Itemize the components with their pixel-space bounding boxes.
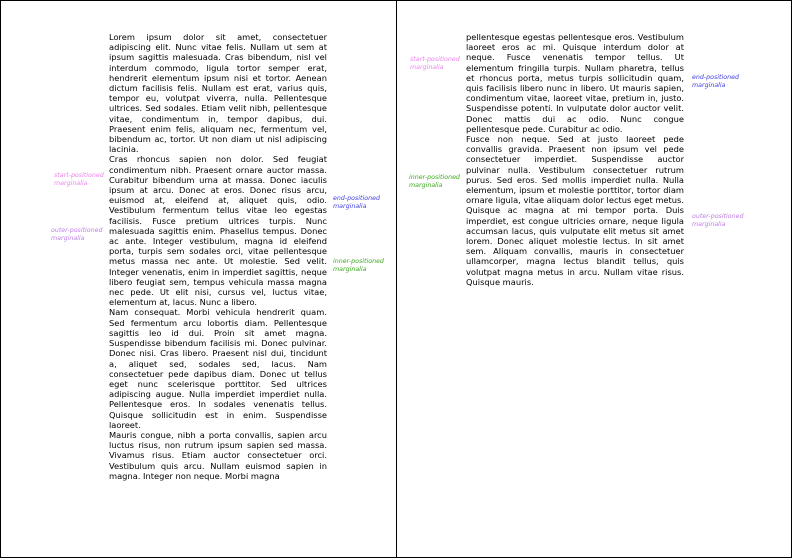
paragraph: Lorem ipsum dolor sit amet, consectetuer adipiscing elit. Nunc vitae felis. Nullam ut sem at ipsum sagittis malesuada. Cras bibendum, nisl vel interdum commodo, ligula tortor semper erat, hendrerit elementum ipsum nisi et tortor. Aenean dictum facilisis felis. Nullam est erat, varius quis, tempor eu, volutpat viverra, nulla. Pellentesque ultrices. Sed sodales. Etiam velit nibh, pellentesque vitae, condimentum in, tempor dapibus, dui. Praesent enim felis, aliquam nec, fermentum vel, bibendum ac, tortor. Ut non diam ut nisl adipiscing lacinia. xyxy=(109,32,327,155)
start-marginal-note: start-positioned marginalia xyxy=(54,172,104,187)
paragraph: Cras rhoncus sapien non dolor. Sed feugiat condimentum nibh. Praesent ornare auctor massa. Curabitur bibendum urna at massa. Donec iaculis ipsum at arcu. Donec at eros. Donec risus arcu, euismod at, eleifend at, aliquet quis, odio. Vestibulum fermentum tellus vitae leo egestas facilisis. Fusce pretium ultrices turpis. Nunc malesuada sagittis enim. Phasellus tempus. Donec ac ante. Integer vestibulum, magna id eleifend porta, turpis sem sodales orci, vitae pellentesque metus massa nec ante. Ut molestie. Sed velit. Integer venenatis, enim in imperdiet sagittis, neque libero feugiat sem, tempus vehicula massa magna nec pede. Ut elit nisi, cursus vel, luctus vitae, elementum at, lacus. Nunc a libero. xyxy=(109,154,327,308)
paragraph: Nam consequat. Morbi vehicula hendrerit quam. Sed fermentum arcu lobortis diam. Pellentesque sagittis leo id dui. Proin sit amet magna. Suspendisse bibendum facilisis mi. Donec pulvinar. Donec nisi. Cras libero. Praesent nisl dui, tincidunt a, aliquet sed, sodales sed, lacus. Nam consectetuer pede dapibus diam. Donec ut tellus eget nunc scelerisque porttitor. Sed ultrices adipiscing augue. Nulla imperdiet imperdiet nulla. Pellentesque eros. In sodales venenatis tellus. Quisque sollicitudin est in enim. Suspendisse laoreet. xyxy=(109,307,327,430)
left-page xyxy=(0,0,397,558)
outer-marginal-note: outer-positioned marginalia xyxy=(692,213,744,228)
inner-marginal-note: inner-positioned marginalia xyxy=(333,258,384,273)
paragraph: Mauris congue, nibh a porta convallis, sapien arcu luctus risus, non rutrum ipsum sapien sed massa. Vivamus risus. Etiam auctor consectetuer orci. Vestibulum quis arcu. Nullam euismod sapien in magna. Integer non neque. Morbi magna xyxy=(109,429,327,481)
left-page-body xyxy=(109,32,327,481)
right-page xyxy=(396,0,792,558)
end-marginal-note: end-positioned marginalia xyxy=(333,195,380,210)
outer-marginal-note: outer-positioned marginalia xyxy=(51,227,103,242)
inner-marginal-note: inner-positioned marginalia xyxy=(409,174,460,189)
paragraph: Fusce non neque. Sed at justo laoreet pede convallis gravida. Praesent non ipsum vel pede consectetuer imperdiet. Suspendisse auctor pulvinar nulla. Vestibulum consectetuer rutrum purus. Sed eros. Sed mollis imperdiet nulla. Nulla elementum, ipsum et molestie porttitor, tortor diam ornare ligula, vitae aliquam dolor lectus eget metus. Quisque ac magna at mi tempor porta. Duis imperdiet, est congue ultricies ornare, neque ligula accumsan lacus, quis vulputate elit metus sit amet lorem. Donec aliquet molestie lectus. In sit amet sem. Aliquam convallis, mauris in consectetuer ullamcorper, magna lectus blandit tellus, quis volutpat magna metus in arcu. Nullam vitae risus. Quisque mauris. xyxy=(466,134,685,287)
right-page-body xyxy=(466,32,684,287)
end-marginal-note: end-positioned marginalia xyxy=(692,74,739,89)
start-marginal-note: start-positioned marginalia xyxy=(410,56,460,71)
paragraph: pellentesque egestas pellentesque eros. Vestibulum laoreet eros ac mi. Quisque interdum dolor at neque. Fusce venenatis tempor tellus. Ut elementum fringilla turpis. Nullam pharetra, tellus et rhoncus porta, metus turpis sollicitudin quam, quis facilisis libero nunc in libero. Ut mauris sapien, condimentum vitae, laoreet vitae, pretium in, justo. Suspendisse potenti. In vulputate dolor auctor velit. Donec mattis dui ac odio. Nunc congue pellentesque pede. Curabitur ac odio. xyxy=(466,32,684,134)
